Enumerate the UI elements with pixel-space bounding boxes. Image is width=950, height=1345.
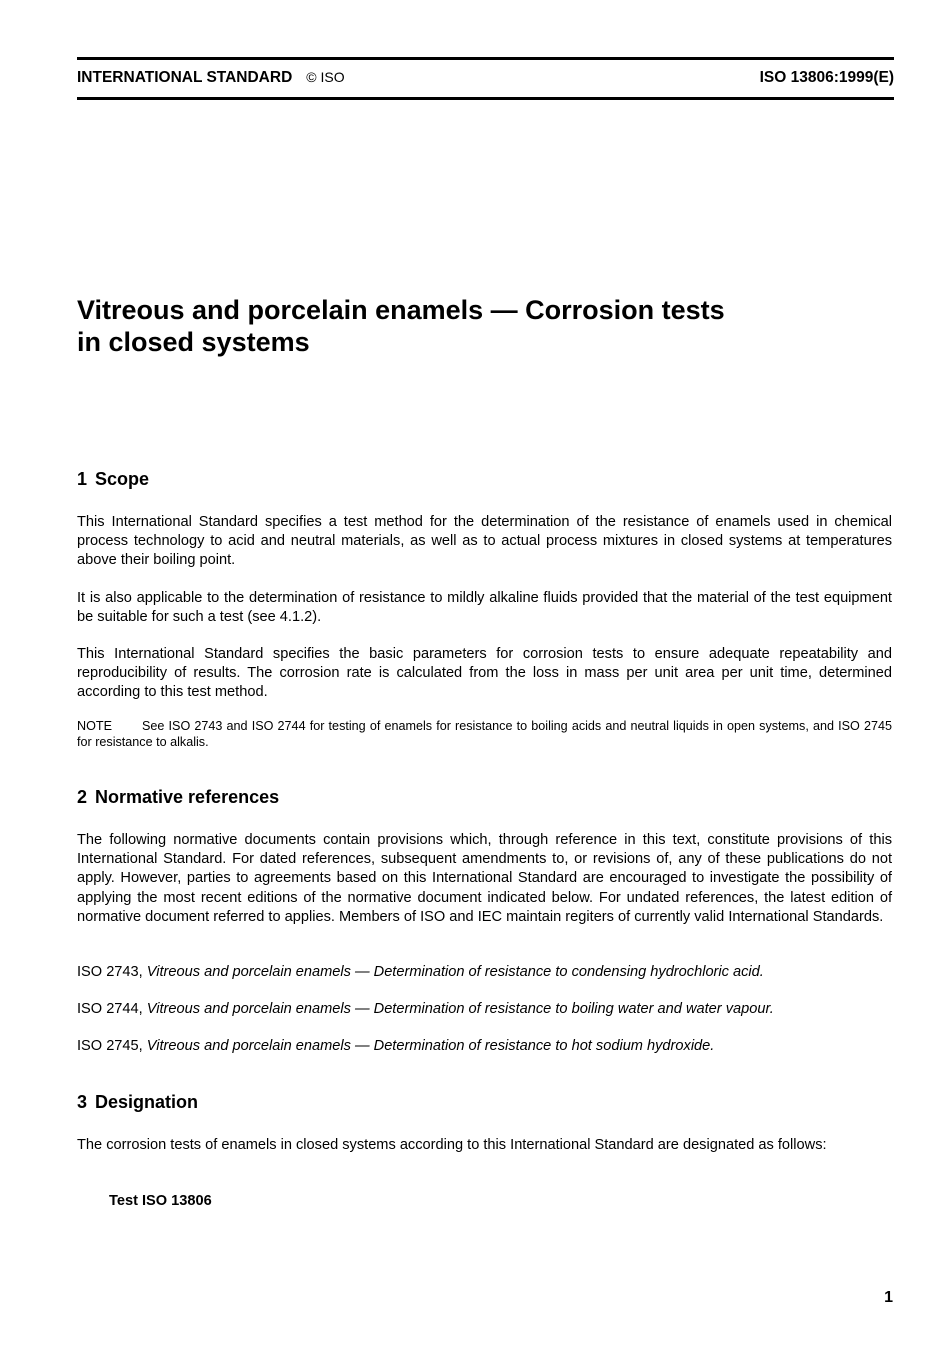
normative-paragraph-1: The following normative documents contain provisions which, through reference in this text, constitute provisions of this International Standard. For dated references, subsequent amendments to, or revisions of, any of these publications do not apply. However, parties to agreements based on this International Standard are encouraged to investigate the possibility of applying the most recent editions of the normative document indicated below. For undated references, the latest edition of normative document referred to applies. Members of ISO and IEC maintain regiters of currently valid International Standards. bbox=[77, 832, 892, 925]
section-heading-scope bbox=[77, 470, 149, 489]
section-title: Normative references bbox=[95, 787, 280, 807]
title-line-2: in closed systems bbox=[77, 327, 310, 357]
designation-paragraph-1: The corrosion tests of enamels in closed systems according to this International Standard are designated as follows: bbox=[77, 1137, 827, 1153]
note-label: NOTE bbox=[77, 719, 112, 733]
scope-paragraph-1: This International Standard specifies a test method for the determination of the resistance of enamels used in chemical process technology to acid and neutral materials, as well as to actual process mixtures in closed systems at temperatures above their boiling point. bbox=[77, 514, 892, 569]
reference-title: Vitreous and porcelain enamels — Determination of resistance to hot sodium hydroxide. bbox=[146, 1038, 715, 1054]
header-bottom-rule bbox=[77, 97, 894, 100]
standard-label: INTERNATIONAL STANDARD bbox=[77, 69, 293, 86]
scope-paragraph-3: This International Standard specifies the basic parameters for corrosion tests to ensure adequate repeatability and reproducibility of results. The corrosion rate is calculated from the loss in mass per unit area per unit time, determined according to this test method. bbox=[77, 646, 892, 701]
reference-title: Vitreous and porcelain enamels — Determination of resistance to boiling water and water vapour. bbox=[146, 1001, 774, 1017]
reference-iso-2745 bbox=[77, 1037, 714, 1056]
test-designation: Test ISO 13806 bbox=[109, 1193, 212, 1209]
copyright-notice: © ISO bbox=[306, 69, 345, 85]
note-text: See ISO 2743 and ISO 2744 for testing of enamels for resistance to boiling acids and neutral liquids in open systems, and ISO 2745 for resistance to alkalis. bbox=[77, 719, 892, 749]
page-number: 1 bbox=[884, 1289, 893, 1306]
page-header bbox=[77, 69, 894, 89]
reference-iso-2744 bbox=[77, 1000, 774, 1019]
section-number: 1 bbox=[77, 469, 88, 489]
scope-paragraph-2: It is also applicable to the determination of resistance to mildly alkaline fluids provided that the material of the test equipment be suitable for such a test (see 4.1.2). bbox=[77, 590, 892, 626]
document-title bbox=[77, 294, 837, 358]
reference-code: ISO 2743, bbox=[77, 964, 143, 980]
section-number: 2 bbox=[77, 787, 88, 807]
reference-title: Vitreous and porcelain enamels — Determination of resistance to condensing hydrochloric acid. bbox=[146, 964, 764, 980]
section-title: Designation bbox=[95, 1092, 199, 1112]
section-heading-normative-references bbox=[77, 788, 279, 807]
section-title: Scope bbox=[95, 469, 150, 489]
scope-note bbox=[77, 718, 892, 750]
reference-code: ISO 2745, bbox=[77, 1038, 143, 1054]
reference-iso-2743 bbox=[77, 963, 764, 982]
document-number: ISO 13806:1999(E) bbox=[759, 69, 894, 86]
section-heading-designation bbox=[77, 1093, 198, 1112]
title-line-1: Vitreous and porcelain enamels — Corrosion tests bbox=[77, 295, 725, 325]
reference-code: ISO 2744, bbox=[77, 1001, 143, 1017]
header-top-rule bbox=[77, 57, 894, 60]
section-number: 3 bbox=[77, 1092, 88, 1112]
